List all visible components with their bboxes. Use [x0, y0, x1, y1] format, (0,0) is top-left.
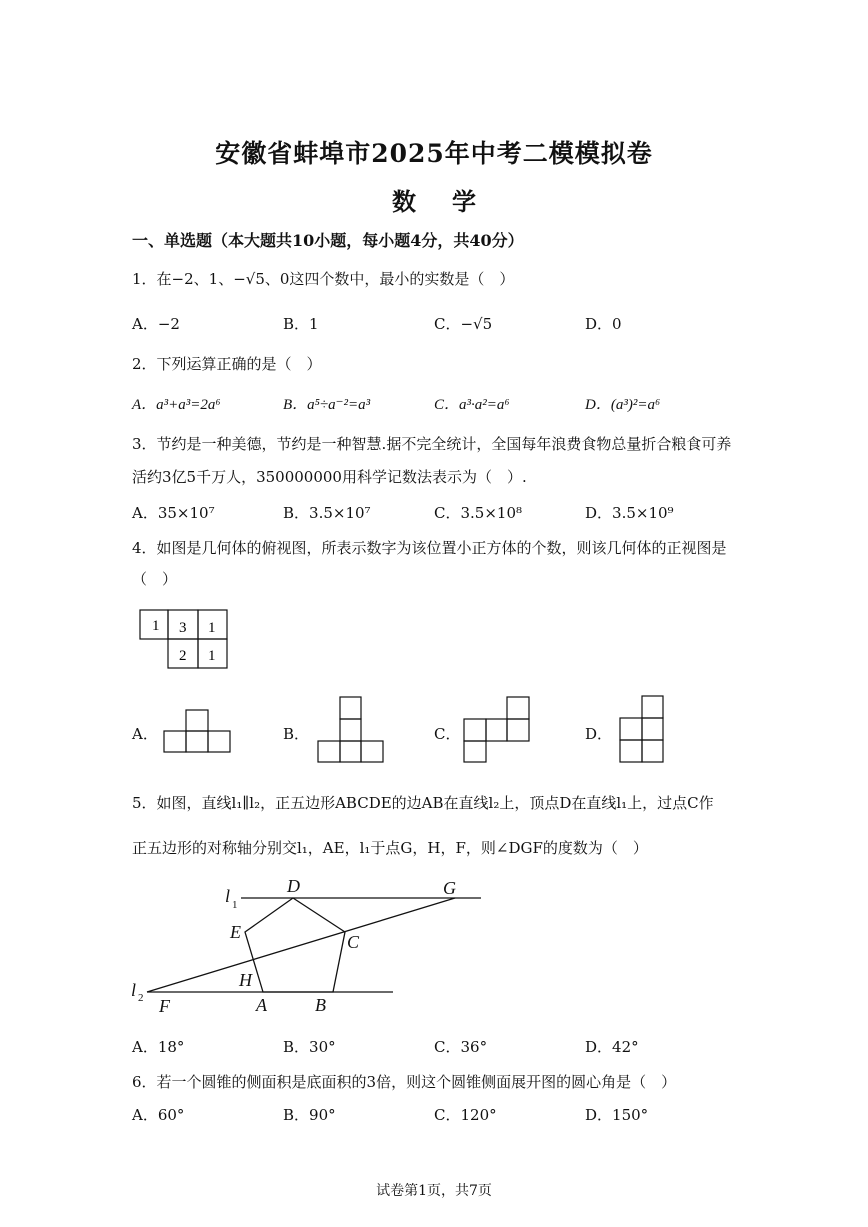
- symmetry-axis-line: [147, 898, 455, 992]
- question-3-stem-line1: 3．节约是一种美德，节约是一种智慧.据不完全统计，全国每年浪费食物总量折合粮食可养: [132, 435, 732, 453]
- page-title: 安徽省蚌埠市2025年中考二模模拟卷: [215, 139, 653, 168]
- label-a: A: [256, 995, 267, 1015]
- q3-option-d: D．3.5×10⁹: [585, 504, 674, 522]
- q2-option-a: A．a³+a³=2a⁶: [132, 397, 221, 413]
- q3-option-c: C．3.5×10⁸: [434, 504, 523, 522]
- label-f: F: [159, 996, 170, 1016]
- q4-option-a-label: A．: [132, 725, 158, 743]
- page-footer: 试卷第1页，共7页: [376, 1183, 492, 1199]
- q1-option-d: D．0: [585, 315, 622, 333]
- top-view-grid: [140, 610, 230, 670]
- pentagon-abcde: [245, 898, 345, 992]
- label-l1: l: [225, 886, 231, 906]
- q5-option-b: B．30°: [283, 1038, 336, 1056]
- q4-option-c-label: C．: [434, 725, 461, 743]
- label-l2: l: [131, 980, 137, 1000]
- label-h: H: [239, 970, 252, 990]
- question-5-stem-line1: 5．如图，直线l₁∥l₂，正五边形ABCDE的边AB在直线l₂上，顶点D在直线l₁上，过点C作: [132, 794, 714, 812]
- q4-option-d-label: D．: [585, 725, 613, 743]
- q1-option-b: B．1: [283, 315, 319, 333]
- grid-cell-3: 1: [208, 620, 216, 636]
- question-4-stem-line1: 4．如图是几何体的俯视图，所表示数字为该位置小正方体的个数，则该几何体的正视图是: [132, 539, 727, 557]
- q5-option-d: D．42°: [585, 1038, 639, 1056]
- question-5-stem-line2: 正五边形的对称轴分别交l₁，AE，l₁于点G，H，F，则∠DGF的度数为（ ）: [132, 839, 648, 857]
- grid-cell-1: 1: [152, 618, 160, 634]
- label-c: C: [347, 932, 360, 952]
- grid-cell-5: 1: [208, 648, 216, 664]
- q1-option-a: A．−2: [132, 315, 180, 333]
- question-3-stem-line2: 活约3亿5千万人，350000000用科学记数法表示为（ ）.: [132, 468, 527, 486]
- q4-figure-b: [318, 697, 386, 763]
- question-6-stem: 6．若一个圆锥的侧面积是底面积的3倍，则这个圆锥侧面展开图的圆心角是（ ）: [132, 1073, 677, 1091]
- subject-title: 数学: [392, 187, 512, 216]
- q2-option-c: C．a³·a²=a⁶: [434, 397, 510, 413]
- svg-text:2: 2: [138, 992, 144, 1004]
- q1-option-c: C．−√5: [434, 315, 493, 333]
- q6-option-a: A．60°: [132, 1106, 185, 1124]
- q4-option-b-label: B．: [283, 725, 310, 743]
- question-4-stem-line2: （ ）: [132, 570, 178, 588]
- q3-option-a: A．35×10⁷: [132, 504, 215, 522]
- q4-figure-d: [620, 696, 666, 764]
- q3-option-b: B．3.5×10⁷: [283, 504, 371, 522]
- q4-figure-a: [164, 710, 232, 754]
- q6-option-d: D．150°: [585, 1106, 649, 1124]
- q2-option-d: D．(a³)²=a⁶: [585, 397, 661, 413]
- section-heading: 一、单选题（本大题共10小题，每小题4分，共40分）: [132, 231, 524, 250]
- grid-cell-4: 2: [179, 648, 187, 664]
- pentagon-figure: [125, 870, 505, 1020]
- label-g: G: [443, 878, 456, 898]
- q6-option-c: C．120°: [434, 1106, 497, 1124]
- svg-text:1: 1: [232, 899, 238, 911]
- q5-option-a: A．18°: [132, 1038, 185, 1056]
- q2-option-b: B．a⁵÷a⁻²=a³: [283, 397, 371, 413]
- label-b: B: [315, 995, 326, 1015]
- question-2-stem: 2．下列运算正确的是（ ）: [132, 355, 322, 373]
- label-e: E: [230, 922, 241, 942]
- question-1-stem: 1．在−2、1、−√5、0这四个数中，最小的实数是（ ）: [132, 270, 515, 288]
- grid-cell-2: 3: [179, 620, 187, 636]
- q5-option-c: C．36°: [434, 1038, 488, 1056]
- label-d: D: [287, 876, 300, 896]
- q4-figure-c: [464, 697, 532, 763]
- q6-option-b: B．90°: [283, 1106, 336, 1124]
